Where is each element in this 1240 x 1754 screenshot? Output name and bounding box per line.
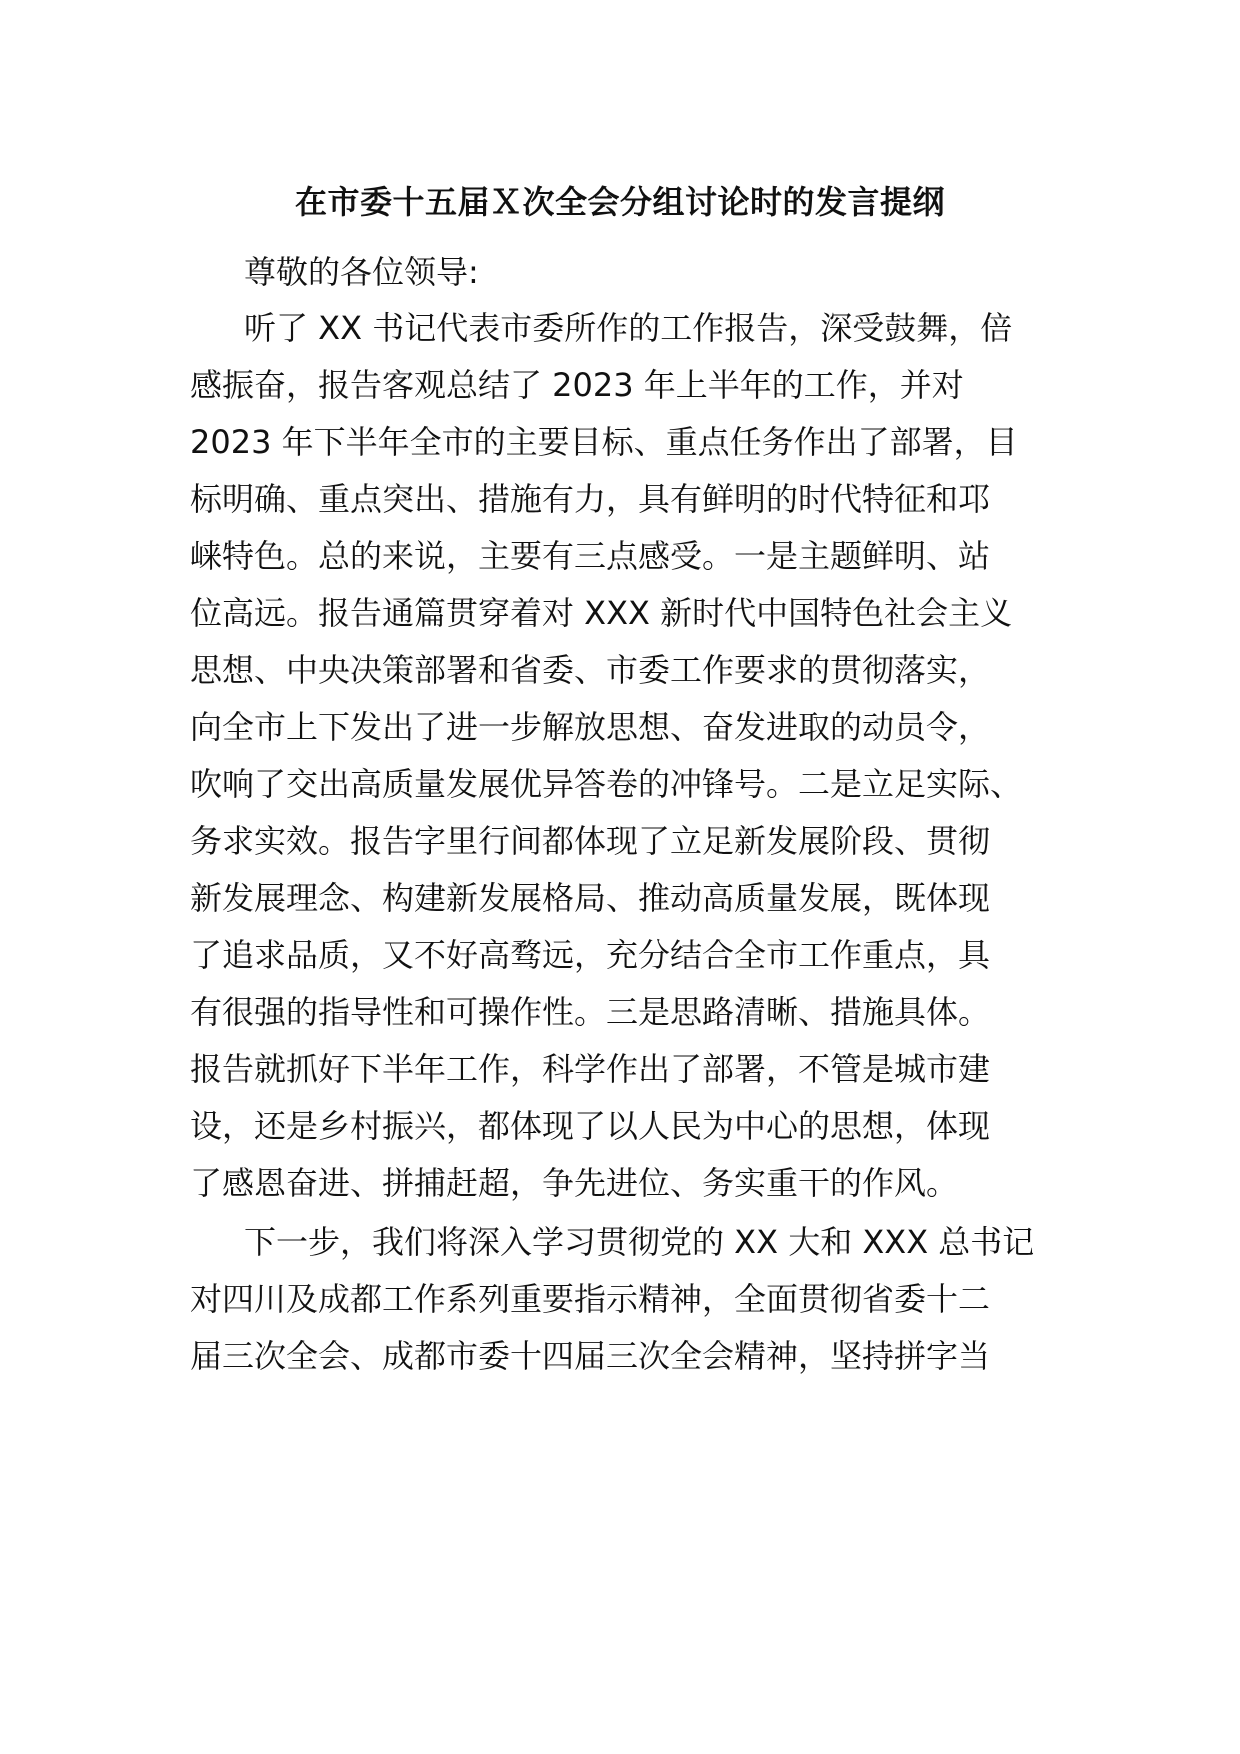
paragraph-line: 设，还是乡村振兴，都体现了以人民为中心的思想，体现 bbox=[190, 1107, 991, 1145]
paragraph-line: 新发展理念、构建新发展格局、推动高质量发展，既体现 bbox=[190, 879, 991, 917]
paragraph-line: 了感恩奋进、拼捕赶超，争先进位、务实重干的作风。 bbox=[190, 1164, 959, 1202]
paragraph-line: 感振奋，报告客观总结了 2023 年上半年的工作，并对 bbox=[190, 366, 964, 404]
paragraph-line: 思想、中央决策部署和省委、市委工作要求的贯彻落实， bbox=[190, 651, 991, 689]
paragraph-line: 务求实效。报告字里行间都体现了立足新发展阶段、贯彻 bbox=[190, 822, 991, 860]
document-title: 在市委十五届Ｘ次全会分组讨论时的发言提纲 bbox=[294, 183, 945, 221]
paragraph-line: 吹响了交出高质量发展优异答卷的冲锋号。二是立足实际、 bbox=[190, 765, 1023, 803]
paragraph-line: 对四川及成都工作系列重要指示精神，全面贯彻省委十二 bbox=[190, 1280, 991, 1318]
paragraph-line: 报告就抓好下半年工作，科学作出了部署，不管是城市建 bbox=[190, 1050, 991, 1088]
paragraph-line: 下一步，我们将深入学习贯彻党的 XX 大和 XXX 总书记 bbox=[244, 1223, 1035, 1261]
paragraph-line: 向全市上下发出了进一步解放思想、奋发进取的动员令， bbox=[190, 708, 991, 746]
paragraph-line: 位高远。报告通篇贯穿着对 XXX 新时代中国特色社会主义 bbox=[190, 594, 1013, 632]
paragraph-line: 2023 年下半年全市的主要目标、重点任务作出了部署，目 bbox=[190, 423, 1018, 461]
salutation: 尊敬的各位领导: bbox=[244, 253, 479, 291]
paragraph-line: 崃特色。总的来说，主要有三点感受。一是主题鲜明、站 bbox=[190, 537, 991, 575]
paragraph-line: 届三次全会、成都市委十四届三次全会精神，坚持拼字当 bbox=[190, 1337, 991, 1375]
paragraph-line: 了追求品质，又不好高骛远，充分结合全市工作重点，具 bbox=[190, 936, 991, 974]
paragraph-line: 有很强的指导性和可操作性。三是思路清晰、措施具体。 bbox=[190, 993, 991, 1031]
paragraph-line: 标明确、重点突出、措施有力，具有鲜明的时代特征和邛 bbox=[190, 480, 991, 518]
paragraph-line: 听了 XX 书记代表市委所作的工作报告，深受鼓舞，倍 bbox=[244, 309, 1013, 347]
